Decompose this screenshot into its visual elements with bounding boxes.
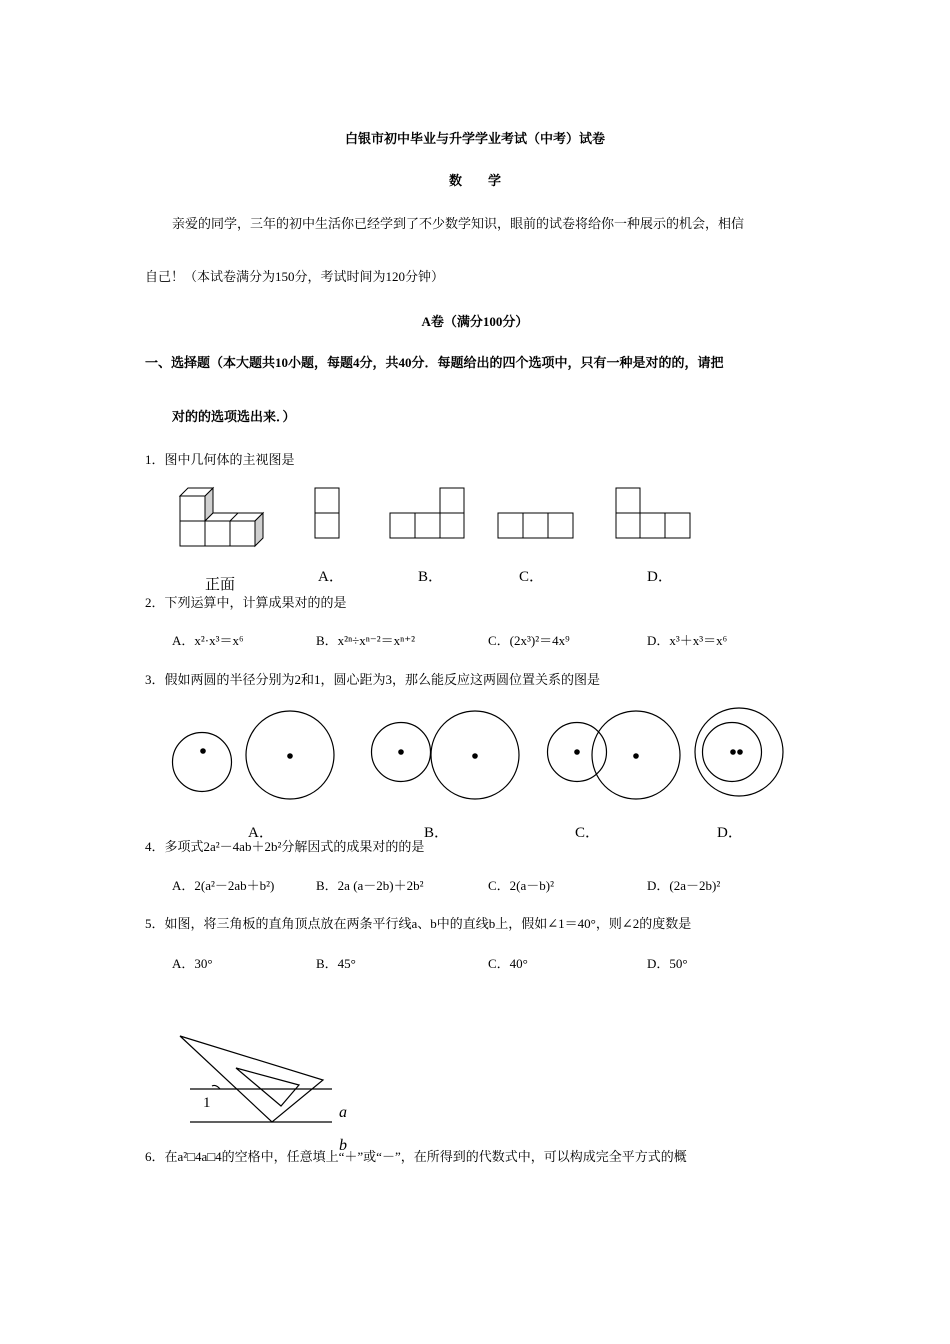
q5-option-c[interactable]: C．40° xyxy=(488,956,528,971)
q1-option-a[interactable]: A． xyxy=(318,569,344,585)
q1-stem: 1．图中几何体的主视图是 xyxy=(145,452,295,467)
q1-option-b[interactable]: B． xyxy=(418,569,444,585)
line-b-label: b xyxy=(339,1137,347,1154)
q3-stem: 3．假如两圆的半径分别为2和1，圆心距为3，那么能反应这两圆位置关系的图是 xyxy=(145,672,601,687)
q5-stem: 5．如图，将三角板的直角顶点放在两条平行线a、b中的直线b上，假如∠1＝40°，则∠2的度数是 xyxy=(145,916,692,931)
q4-option-d[interactable]: D．(2a－2b)² xyxy=(647,878,721,893)
section-a-title: A卷（满分100分） xyxy=(421,314,529,329)
intro-line-2: 自己！（本试卷满分为150分，考试时间为120分钟） xyxy=(145,269,445,284)
q3-option-d[interactable]: D． xyxy=(717,825,743,841)
q3-option-b[interactable]: B． xyxy=(424,825,450,841)
q3-option-a[interactable]: A． xyxy=(248,825,274,841)
angle-1-label: 1 xyxy=(203,1095,211,1111)
outer-triangle xyxy=(180,1036,323,1122)
q1-option-d[interactable]: D． xyxy=(647,569,673,585)
inner-triangle xyxy=(236,1068,299,1106)
q2-option-b[interactable]: B．x²ⁿ÷xⁿ⁻²＝xⁿ⁺² xyxy=(316,633,416,648)
exam-title: 白银市初中毕业与升学学业考试（中考）试卷 xyxy=(344,131,605,146)
q4-option-c[interactable]: C．2(a－b)² xyxy=(488,878,554,893)
q1-option-c[interactable]: C． xyxy=(519,569,545,585)
front-label: 正面 xyxy=(205,577,236,593)
q6-stem: 6．在a²□4a□4的空格中，任意填上“＋”或“－”，在所得到的代数式中，可以构成完全平方式的概 xyxy=(145,1149,687,1164)
part1-heading-line-2: 对的的选项选出来．） xyxy=(172,409,296,424)
part1-heading-line-1: 一、选择题（本大题共10小题，每题4分，共40分．每题给出的四个选项中，只有一种是对的的，请把 xyxy=(145,355,724,370)
q2-option-c[interactable]: C．(2x³)²＝4x⁹ xyxy=(488,633,570,648)
q4-stem: 4．多项式2a²－4ab＋2b²分解因式的成果对的的是 xyxy=(145,839,425,854)
q4-option-a[interactable]: A．2(a²－2ab＋b²) xyxy=(172,878,275,893)
q2-option-d[interactable]: D．x³＋x³＝x⁶ xyxy=(647,633,728,648)
q5-option-b[interactable]: B．45° xyxy=(316,956,356,971)
q2-option-a[interactable]: A．x²·x³＝x⁶ xyxy=(172,633,244,648)
q3-option-c[interactable]: C． xyxy=(575,825,601,841)
subject-title: 数 学 xyxy=(448,173,501,188)
q5-option-a[interactable]: A．30° xyxy=(172,956,213,971)
q4-option-b[interactable]: B．2a (a－2b)＋2b² xyxy=(316,878,424,893)
q2-stem: 2．下列运算中，计算成果对的的是 xyxy=(145,595,347,610)
line-a-label: a xyxy=(339,1104,347,1121)
intro-line-1: 亲爱的同学，三年的初中生活你已经学到了不少数学知识，眼前的试卷将给你一种展示的机会，相信 xyxy=(172,216,745,231)
q5-option-d[interactable]: D．50° xyxy=(647,956,688,971)
